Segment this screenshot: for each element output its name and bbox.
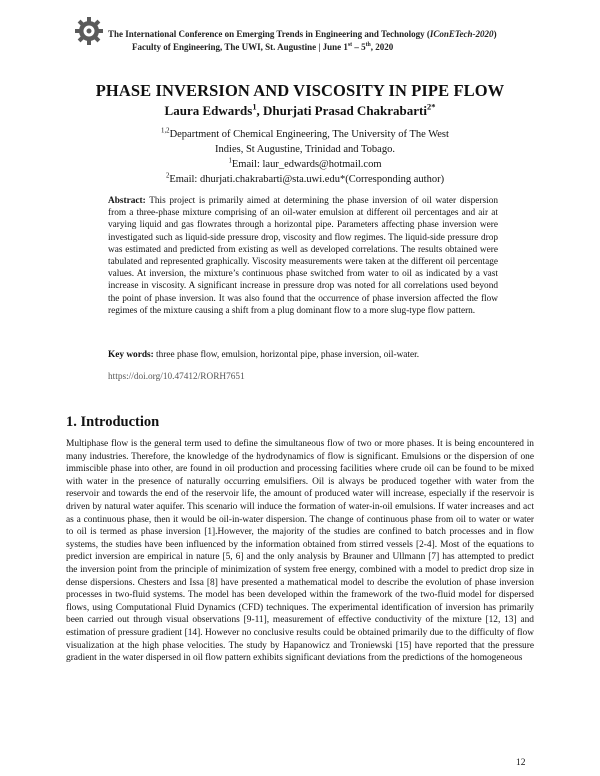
paper-authors: Laura Edwards$^1$, Dhurjati Prasad Chakrabarti$^{2*}$ [164,101,436,118]
conference-name-line: The International Conference on Emerging Trends in Engineering and Technology (IConETech-2020) [108,29,497,39]
abstract-text: This project is primarily aimed at determining the phase inversion of oil water dispersion from a three-phase mixture comprising of an oil-water emulsion at different oil percentages and air at varying liquid and gas flowrates through a horizontal pipe. Parameters affecting phase inversion were investigated such as liquid-side pressure drop, viscosity and flow regimes. The liquid-side pressure drop was estimated and predicted from existing as well as developed correlations. The results obtained were tabulated and represented graphically. Viscosity measurements were taken at the different oil percentage values. At inversion, the mixture’s continuous phase switched from water to oil as indicated by a vast increase in viscosity. A significant increase in pressure drop was noted for all correlations used beyond the point of phase inversion. It was also found that the occurrence of phase inversion affected the flow regimes of the mixture causing a shift from a plug dominant flow to a more slug-type flow pattern. [108,196,498,316]
abstract [108,195,498,317]
author-affiliation: $^{1,2}$Department of Chemical Engineering, The University of The West Indies, St Augustine, Trinidad and Tobago. $^1$Email: laur_edwards@hotmail.com $^2$Email: dhurjati.chakrabarti@sta.uwi.edu*(Corresponding author) [150,127,460,187]
page-number: 12 [516,758,526,768]
conference-acronym: IConETech-2020 [429,29,494,39]
keywords-label: Key words: [108,350,154,360]
paper-title: PHASE INVERSION AND VISCOSITY IN PIPE FLOW [95,81,505,100]
author-email-2: $^2$Email: dhurjati.chakrabarti@sta.uwi.edu*(Corresponding author) [165,172,445,185]
doi-link[interactable]: https://doi.org/10.47412/RORH7651 [108,372,245,382]
keywords-text: three phase flow, emulsion, horizontal pipe, phase inversion, oil-water. [153,350,420,360]
abstract-label: Abstract: [108,196,146,206]
section-heading-introduction: 1. Introduction [66,414,160,430]
conference-header [108,28,568,54]
conference-gear-logo-icon [74,16,104,46]
introduction-body: Multiphase flow is the general term used to define the simultaneous flow of two or more phases. It is being encountered in many industries. Therefore, the knowledge of the hydrodynamics of flow is significant. Emulsions or the dispersion of one immiscible phase into other, are found in oil production and processing facilities where crude oil can be found to be mixed with water in the presence of naturally occurring emulsifiers. Oil is always be produced together with water from the reservoir and towards the end of the reservoir life, the amount of produced water will increase, especially if the reservoir is driven by natural water aquifer. This scenario will induce the formation of water-in-oil emulsions. If water increases and act as a continuous phase, then it would be oil-in-water dispersion. The change of continuous phase from oil to water or water to oil is termed as phase inversion [1].However, the majority of the studies are confined to batch processes and in flow systems, the studies have been influenced by the information obtained from stirred vessels [2-4]. Most of the equations to predict inversion are empirical in nature [5, 6] and the only analysis by Brauner and Ullmann [7] has attempted to predict the inversion point from the principle of minimization of system free energy, combined with a model to predict drop size in dense dispersions. Chesters and Issa [8] have presented a mathematical model to describe the evolution of phase inversion processes in two-fluid systems. The model has been developed within the framework of the two-fluid model for dispersed flows, using Computational Fluid Dynamics (CFD) techniques. The experimental identification of inversion has primarily been carried out through visual observations [9-11], measurement of effective conductivity of the mixture [12, 13] and estimation of pressure gradient [14]. However no conclusive results could be obtained primarily due to the difficulty of flow visualization at the high phase velocities. The study by Hapanowicz and Troniewski [15] have reported that the pressure gradient in the water dispersed in oil flow pattern exhibits significant deviations from the predictions of the homogeneous [66,439,534,664]
author-email-1: $^1$Email: laur_edwards@hotmail.com [228,157,382,170]
keywords [108,350,498,360]
conference-faculty-line: Faculty of Engineering, The UWI, St. Augustine | June 1st – 5th, 2020 [132,42,394,52]
